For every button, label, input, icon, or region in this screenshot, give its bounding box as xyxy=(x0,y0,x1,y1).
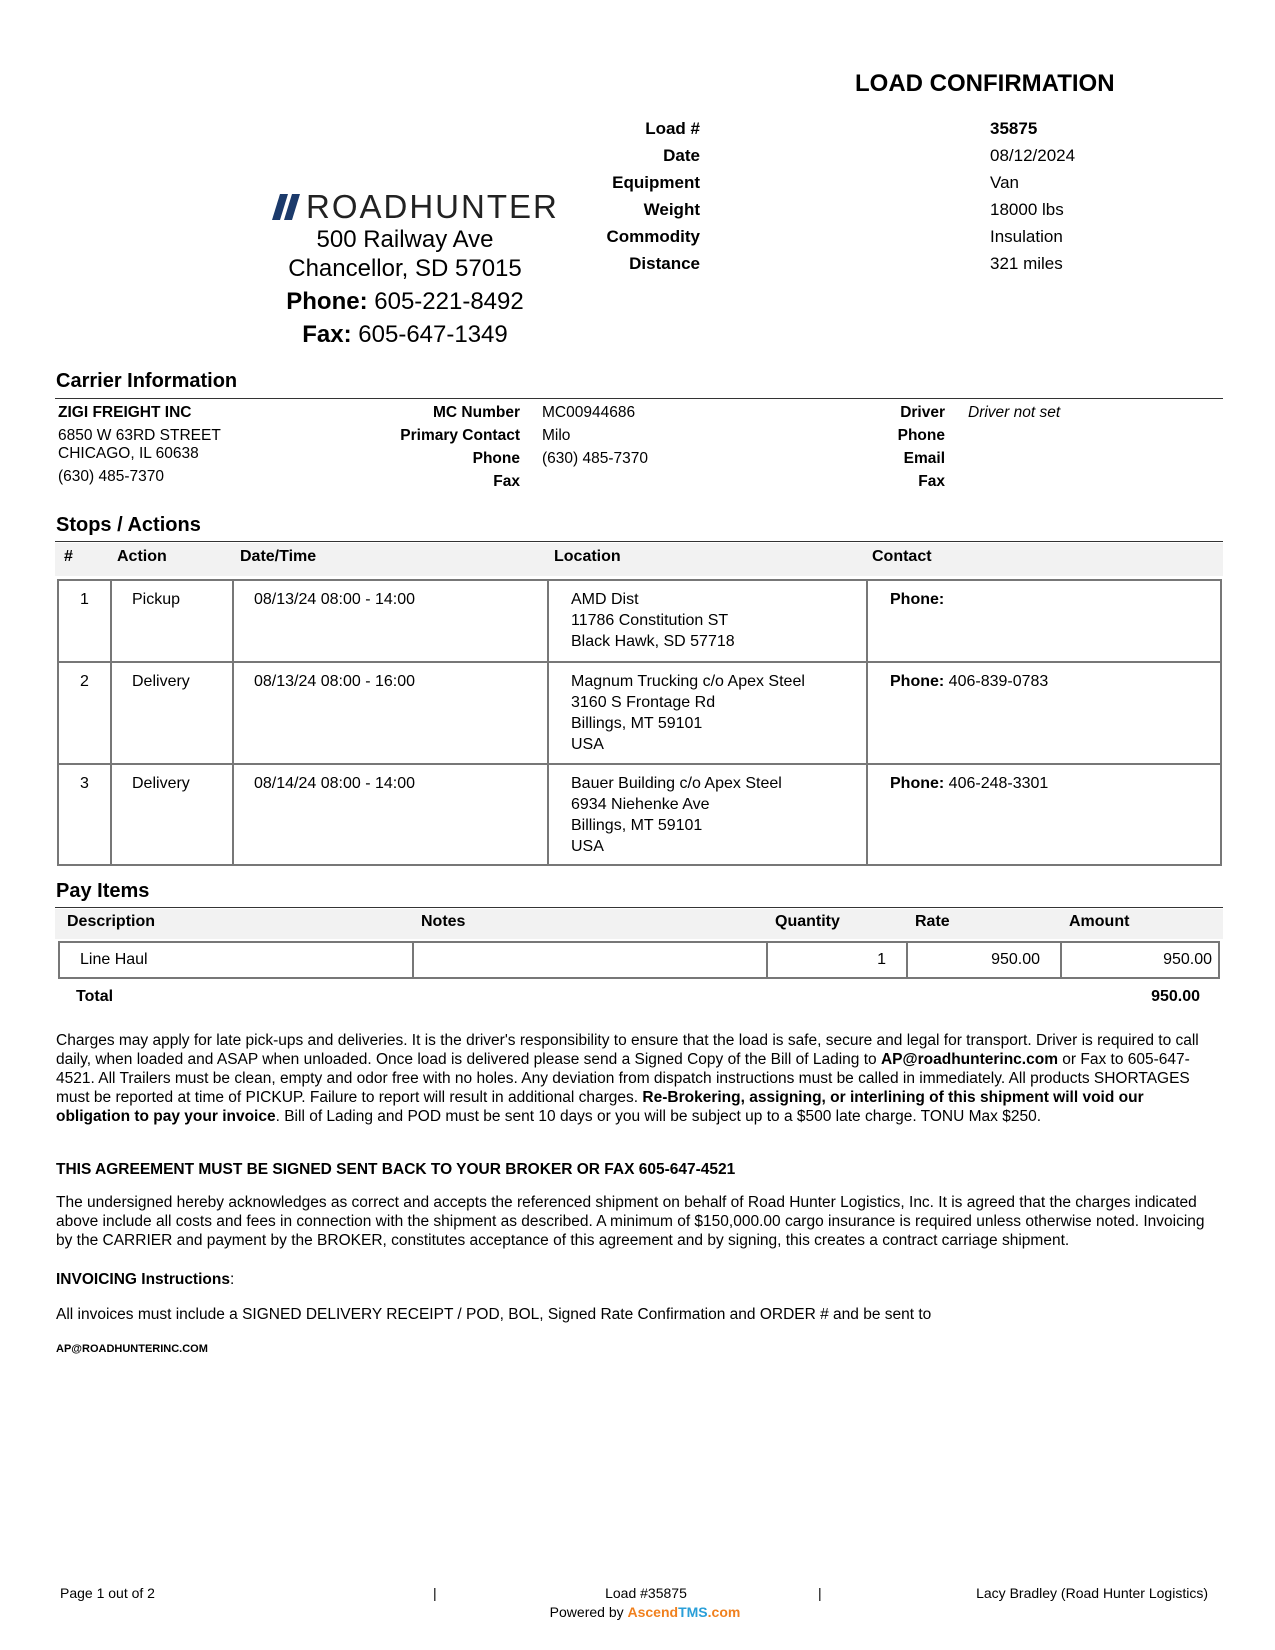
divider xyxy=(55,541,1223,542)
stop-location xyxy=(549,663,868,763)
field-value: Insulation xyxy=(990,227,1063,246)
phone-label: Phone: xyxy=(286,288,368,315)
location-city: Black Hawk, SD 57718 xyxy=(571,633,735,650)
powered-by-label: Powered by xyxy=(549,1604,624,1620)
footer-separator: | xyxy=(818,1585,822,1601)
logo-slash-icon xyxy=(272,192,306,222)
location-name: Bauer Building c/o Apex Steel xyxy=(571,775,782,792)
field-value: 35875 xyxy=(990,119,1038,138)
powered-by xyxy=(480,1604,810,1620)
pay-rate: 950.00 xyxy=(906,941,1062,979)
stops-table xyxy=(57,579,1222,866)
carrier-heading: Carrier Information xyxy=(56,370,238,392)
carrier-phone: (630) 485-7370 xyxy=(58,468,164,485)
location-city: Billings, MT 59101 xyxy=(571,817,703,834)
divider xyxy=(55,398,1223,399)
field-label: Distance xyxy=(629,254,700,273)
invoice-email[interactable]: AP@ROADHUNTERINC.COM xyxy=(56,1343,208,1355)
location-country: USA xyxy=(571,736,604,753)
footer-load-number: Load #35875 xyxy=(605,1585,687,1601)
stops-header-row xyxy=(55,543,1223,576)
pay-amount: 950.00 xyxy=(1060,941,1220,979)
stop-contact xyxy=(868,765,1220,864)
field-value: 08/12/2024 xyxy=(990,146,1076,165)
carrier-phone-label: Phone xyxy=(472,450,520,467)
pay-header-row xyxy=(55,909,1223,939)
carrier-city: CHICAGO, IL 60638 xyxy=(58,445,199,462)
field-label: Equipment xyxy=(612,173,700,192)
stop-contact xyxy=(868,581,1220,661)
col-location: Location xyxy=(554,548,621,565)
company-phone xyxy=(255,288,555,316)
primary-contact-value: Milo xyxy=(542,427,571,444)
fax-value: 605-647-1349 xyxy=(358,321,508,348)
driver-fax-label: Fax xyxy=(918,473,945,490)
invoicing-colon: : xyxy=(229,1271,235,1288)
driver-label: Driver xyxy=(900,404,945,421)
stop-number: 1 xyxy=(59,581,112,661)
brand-tms: TMS xyxy=(678,1604,708,1620)
mc-number-value: MC00944686 xyxy=(542,404,636,421)
table-row xyxy=(57,579,1222,663)
col-notes: Notes xyxy=(421,913,466,930)
stop-datetime: 08/13/24 08:00 - 14:00 xyxy=(234,581,549,661)
brand-dotcom: .com xyxy=(707,1604,741,1620)
field-value: 18000 lbs xyxy=(990,200,1064,219)
mc-number-label: MC Number xyxy=(433,404,520,421)
stop-location xyxy=(549,581,868,661)
terms-text: Charges may apply for late pick-ups and deliveries. It is the driver's responsibility to ensure that the load is safe, secure and legal for transport. Driver is required to call daily, when loaded and ASAP when unloaded. Once load is delivered please send a Signed Copy of the Bill of Lading to xyxy=(56,1032,1199,1068)
total-value: 950.00 xyxy=(1151,988,1200,1005)
field-value: Van xyxy=(990,173,1019,192)
stop-datetime: 08/14/24 08:00 - 14:00 xyxy=(234,765,549,864)
carrier-phone-value: (630) 485-7370 xyxy=(542,450,648,467)
divider xyxy=(55,907,1223,908)
stop-number: 2 xyxy=(59,663,112,763)
primary-contact-label: Primary Contact xyxy=(400,427,520,444)
table-row xyxy=(57,661,1222,765)
driver-email-label: Email xyxy=(903,450,945,467)
phone-value: 605-221-8492 xyxy=(374,288,524,315)
invoicing-heading xyxy=(56,1270,1216,1289)
stop-action: Delivery xyxy=(112,765,234,864)
col-datetime: Date/Time xyxy=(240,548,317,565)
driver-value: Driver not set xyxy=(968,404,1061,421)
terms-paragraph xyxy=(56,1031,1216,1126)
col-amount: Amount xyxy=(1069,913,1130,930)
company-address-line1: 500 Railway Ave xyxy=(316,226,494,253)
ap-email-link[interactable]: AP@roadhunterinc.com xyxy=(880,1051,1058,1068)
contact-phone: 406-839-0783 xyxy=(948,673,1049,690)
field-value: 321 miles xyxy=(990,254,1063,273)
location-street: 3160 S Frontage Rd xyxy=(571,694,716,711)
pay-quantity: 1 xyxy=(766,941,908,979)
stop-contact xyxy=(868,663,1220,763)
location-name: Magnum Trucking c/o Apex Steel xyxy=(571,673,805,690)
col-number: # xyxy=(64,548,73,565)
col-description: Description xyxy=(67,913,156,930)
rebrokering-warning: Re-Brokering, assigning, or interlining of this shipment will void our obligation to pay your invoice xyxy=(56,1089,1144,1125)
driver-phone-label: Phone xyxy=(897,427,945,444)
col-action: Action xyxy=(117,548,167,565)
contact-phone-label: Phone: xyxy=(890,591,945,608)
terms-text: or Fax to 605-647-4521. All Trailers must be clean, empty and odor free with no holes. Any deviation from dispatch instructions must be called in immediately. All products SHORTAGES must be reported at time of PICKUP. Failure to report will result in additional charges. xyxy=(56,1051,1190,1106)
location-name: AMD Dist xyxy=(571,591,639,608)
acknowledgement-paragraph: The undersigned hereby acknowledges as correct and accepts the referenced shipment on behalf of Road Hunter Logistics, Inc. It is agreed that the charges indicated above include all costs and fees in connection with the shipment as described. A minimum of $150,000.00 cargo insurance is required unless otherwise noted. Invoicing by the CARRIER and payment by the BROKER, constitutes acceptance of this agreement and by signing, this creates a contract carriage shipment. xyxy=(56,1194,1205,1249)
fax-label: Fax: xyxy=(302,321,352,348)
col-quantity: Quantity xyxy=(775,913,840,930)
location-city: Billings, MT 59101 xyxy=(571,715,703,732)
pay-item-row xyxy=(58,941,1220,979)
invoicing-title: INVOICING Instructions xyxy=(56,1271,230,1288)
company-address-line2: Chancellor, SD 57015 xyxy=(288,255,522,282)
terms-text: . Bill of Lading and POD must be sent 10 days or you will be subject up to a $500 late charge. TONU Max $250. xyxy=(275,1108,1041,1125)
carrier-fax-label: Fax xyxy=(493,473,520,490)
pay-description: Line Haul xyxy=(58,941,414,979)
field-label: Load # xyxy=(645,119,700,138)
page-indicator: Page 1 out of 2 xyxy=(60,1585,155,1601)
stop-number: 3 xyxy=(59,765,112,864)
contact-phone-label: Phone: xyxy=(890,673,945,690)
stop-datetime: 08/13/24 08:00 - 16:00 xyxy=(234,663,549,763)
carrier-street: 6850 W 63RD STREET xyxy=(58,427,221,444)
brand-ascend: Ascend xyxy=(627,1604,679,1620)
location-street: 11786 Constitution ST xyxy=(571,612,729,629)
stop-action: Delivery xyxy=(112,663,234,763)
document-title: LOAD CONFIRMATION xyxy=(855,70,1115,97)
stops-heading: Stops / Actions xyxy=(56,514,201,536)
col-rate: Rate xyxy=(915,913,950,930)
logo-wordmark: ROADHUNTER xyxy=(306,188,559,225)
stop-location xyxy=(549,765,868,864)
total-label: Total xyxy=(76,988,114,1005)
location-country: USA xyxy=(571,838,604,855)
pay-items-heading: Pay Items xyxy=(56,880,150,902)
table-row xyxy=(57,763,1222,866)
carrier-name: ZIGI FREIGHT INC xyxy=(58,404,192,421)
pay-notes xyxy=(412,941,768,979)
contact-phone-label: Phone: xyxy=(890,775,945,792)
company-fax xyxy=(255,321,555,349)
col-contact: Contact xyxy=(872,548,932,565)
contact-phone: 406-248-3301 xyxy=(948,775,1049,792)
agreement-notice: THIS AGREEMENT MUST BE SIGNED SENT BACK TO YOUR BROKER OR FAX 605-647-4521 xyxy=(56,1161,736,1178)
location-street: 6934 Niehenke Ave xyxy=(571,796,710,813)
company-logo xyxy=(272,188,562,228)
field-label: Date xyxy=(663,146,700,165)
field-label: Weight xyxy=(643,200,700,219)
footer-separator: | xyxy=(433,1585,437,1601)
field-label: Commodity xyxy=(606,227,700,246)
stop-action: Pickup xyxy=(112,581,234,661)
footer-user: Lacy Bradley (Road Hunter Logistics) xyxy=(976,1585,1208,1601)
invoicing-text: All invoices must include a SIGNED DELIVERY RECEIPT / POD, BOL, Signed Rate Confirmation and ORDER # and be sent to xyxy=(56,1306,932,1323)
